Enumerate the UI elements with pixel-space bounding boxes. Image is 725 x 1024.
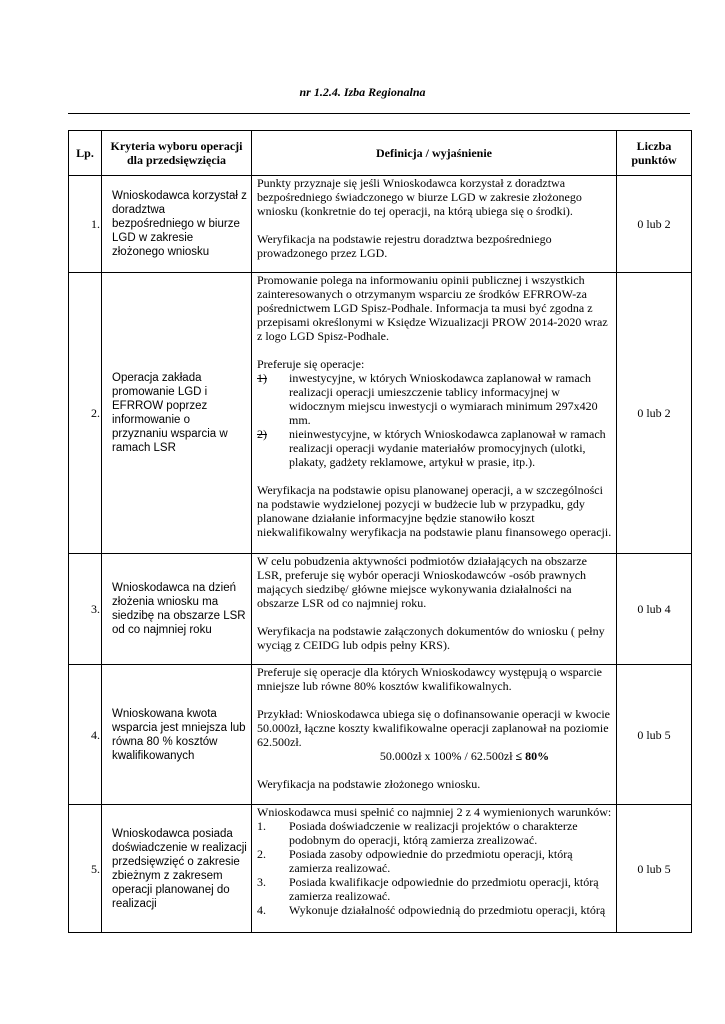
row-points: 0 lub 2 — [617, 176, 692, 273]
list-text: nieinwestycyjne, w których Wnioskodawca zaplanował w ramach realizacji operacji wydanie materiałów promocyjnych (ulotki, plakaty, gadżety reklamowe, artykuł w prasie, itp.). — [289, 427, 606, 469]
table-row — [69, 273, 692, 554]
row-criterion: Operacja zakłada promowanie LGD i EFRROW poprzez informowanie o przyznaniu wsparcia w ramach LSR — [102, 273, 252, 554]
definition-paragraph: W celu pobudzenia aktywności podmiotów działających na obszarze LSR, preferuje się wybór operacji Wnioskodawców -osób prawnych mających siedzibę/ główne miejsce wykonywania działalności na obszarze LSR od co najmniej roku. — [257, 554, 587, 610]
header-points: Liczba punktów — [617, 131, 692, 176]
row-criterion: Wnioskodawca posiada doświadczenie w realizacji przedsięwzięć o zakresie zbieżnym z zakresem operacji planowanej do realizacji — [102, 805, 252, 933]
list-text: Posiada kwalifikacje odpowiednie do przedmiotu operacji, którą zamierza realizować. — [289, 875, 599, 903]
row-number: 4. — [69, 665, 102, 805]
definition-verification: Weryfikacja na podstawie rejestru doradztwa bezpośredniego prowadzonego przez LGD. — [257, 232, 552, 260]
definition-verification: Weryfikacja na podstawie załączonych dokumentów do wniosku ( pełny wyciąg z CEIDG lub odpis pełny KRS). — [257, 624, 605, 652]
list-marker: 2. — [257, 847, 266, 861]
row-points: 0 lub 5 — [617, 665, 692, 805]
list-text: Posiada doświadczenie w realizacji projektów o charakterze podobnym do operacji, którą zamierza zrealizować. — [289, 819, 578, 847]
row-definition — [252, 665, 617, 805]
row-definition — [252, 176, 617, 273]
row-criterion: Wnioskodawca korzystał z doradztwa bezpośredniego w biurze LGD w zakresie złożonego wniosku — [102, 176, 252, 273]
list-text: Posiada zasoby odpowiednie do przedmiotu operacji, którą zamierza realizować. — [289, 847, 573, 875]
header-definition: Definicja / wyjaśnienie — [252, 131, 617, 176]
list-item — [257, 371, 612, 427]
row-definition — [252, 554, 617, 665]
calculation-result: ≤ 80% — [515, 749, 550, 763]
definition-example: Przykład: Wnioskodawca ubiega się o dofinansowanie operacji w kwocie 50.000zł, łączne koszty kwalifikowalne operacji zaplanował na poziomie 62.500zł. — [257, 707, 611, 749]
row-definition — [252, 273, 617, 554]
header-criteria: Kryteria wyboru operacji dla przedsięwzięcia — [102, 131, 252, 176]
definition-paragraph: Punkty przyznaje się jeśli Wnioskodawca korzystał z doradztwa bezpośredniego świadczonego w biurze LGD w zakresie złożonego wniosku (konkretnie do tej operacji, na którą ubiega się o środki). — [257, 176, 582, 218]
row-definition — [252, 805, 617, 933]
document-title: nr 1.2.4. Izba Regionalna — [299, 85, 426, 99]
row-number: 2. — [69, 273, 102, 554]
table-row — [69, 554, 692, 665]
definition-verification: Weryfikacja na podstawie złożonego wniosku. — [257, 777, 481, 791]
definition-paragraph: Preferuje się operacje dla których Wnioskodawcy występują o wsparcie mniejsze lub równe 80% kosztów kwalifikowalnych. — [257, 665, 602, 693]
table-row — [69, 665, 692, 805]
list-text: Wykonuje działalność odpowiednią do przedmiotu operacji, którą — [289, 903, 606, 917]
row-points: 0 lub 5 — [617, 805, 692, 933]
row-number: 3. — [69, 554, 102, 665]
row-criterion: Wnioskowana kwota wsparcia jest mniejsza lub równa 80 % kosztów kwalifikowanych — [102, 665, 252, 805]
list-item — [257, 847, 612, 875]
definition-verification: Weryfikacja na podstawie opisu planowanej operacji, a w szczególności na podstawie wydzielonej pozycji w budżecie lub w przypadku, gdy planowane działanie informacyjne będzie stanowiło koszt niekwalifikowalny weryfikacja na podstawie planu finansowego operacji. — [257, 483, 612, 539]
title-divider — [68, 113, 690, 114]
criteria-table — [68, 130, 692, 933]
definition-paragraph: Wnioskodawca musi spełnić co najmniej 2 z 4 wymienionych warunków: — [257, 805, 612, 819]
header-lp: Lp. — [69, 131, 102, 176]
list-marker: 4. — [257, 903, 266, 917]
calculation-text: 50.000zł x 100% / 62.500zł — [379, 749, 516, 763]
list-item — [257, 819, 612, 847]
row-number: 1. — [69, 176, 102, 273]
list-marker: 2) — [257, 427, 267, 441]
row-number: 5. — [69, 805, 102, 933]
list-item — [257, 903, 612, 917]
list-item — [257, 427, 612, 469]
table-header-row — [69, 131, 692, 176]
list-text: inwestycyjne, w których Wnioskodawca zaplanował w ramach realizacji operacji umieszczenie tablicy informacyjnej w widocznym miejscu inwestycji o wymiarach minimum 297x420 mm. — [289, 371, 598, 427]
list-item — [257, 875, 612, 903]
row-points: 0 lub 4 — [617, 554, 692, 665]
row-criterion: Wnioskodawca na dzień złożenia wniosku ma siedzibę na obszarze LSR od co najmniej roku — [102, 554, 252, 665]
definition-paragraph: Promowanie polega na informowaniu opinii publicznej i wszystkich zainteresowanych o otrzymanym wsparciu ze środków EFRROW-za pośrednictwem LGD Spisz-Podhale. Informacja ta musi być zgodna z przepisami określonymi w Księdze Wizualizacji PROW 2014-2020 wraz z logo LGD Spisz-Podhale. — [257, 273, 608, 343]
list-marker: 1. — [257, 819, 266, 833]
calculation-line — [257, 749, 612, 763]
table-row — [69, 805, 692, 933]
list-marker: 1) — [257, 371, 267, 385]
row-points: 0 lub 2 — [617, 273, 692, 554]
list-marker: 3. — [257, 875, 266, 889]
table-row — [69, 176, 692, 273]
definition-preference: Preferuje się operacje: — [257, 357, 365, 371]
